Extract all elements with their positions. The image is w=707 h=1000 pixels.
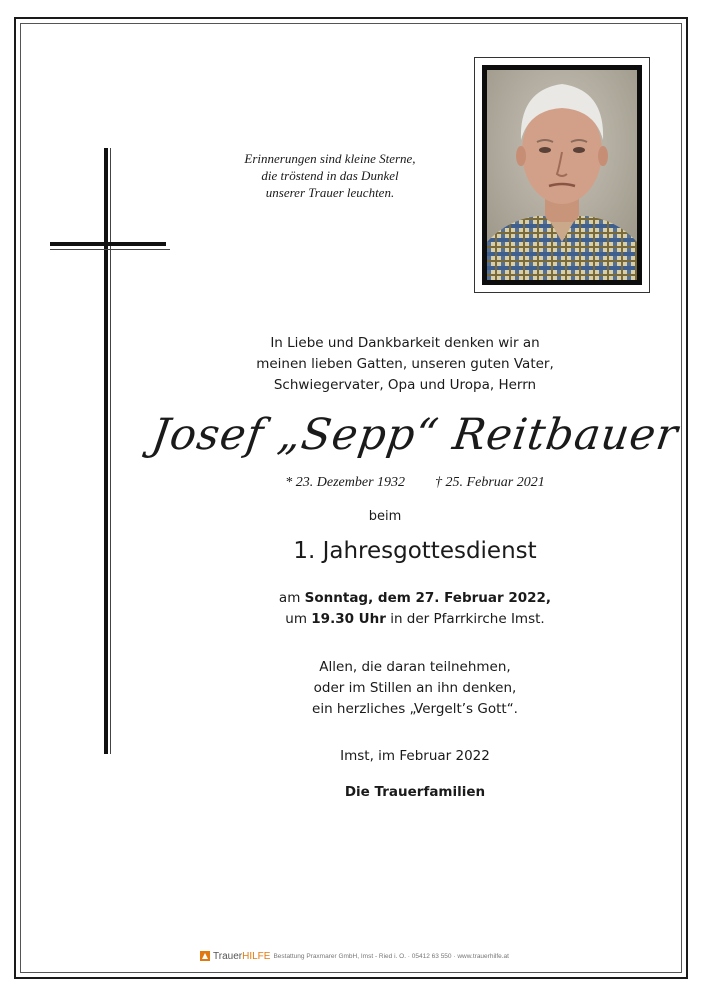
quote-line: Erinnerungen sind kleine Sterne, (244, 151, 416, 166)
footer-brand: TrauerHILFE (213, 950, 271, 962)
service-title: 1. Jahresgottesdienst (293, 538, 537, 564)
closing-line: Allen, die daran teilnehmen, (319, 659, 511, 675)
deceased-name: Josef „Sepp“ Reitbauer (148, 410, 682, 460)
portrait-photo (482, 65, 642, 285)
birth-date: * 23. Dezember 1932 (285, 475, 406, 490)
footer-text: Bestattung Praxmarer GmbH, Imst - Ried i. O. · 05412 63 550 · www.trauerhilfe.at (273, 952, 509, 960)
intro-text (240, 333, 570, 396)
intro-line: In Liebe und Dankbarkeit denken wir an (270, 335, 540, 351)
trauerhilfe-logo-icon (200, 951, 210, 961)
memorial-quote (200, 150, 460, 201)
closing-line: oder im Stillen an ihn denken, (313, 680, 517, 696)
life-dates (240, 475, 590, 491)
intro-line: Schwiegervater, Opa und Uropa, Herrn (273, 377, 537, 393)
service-details (250, 588, 580, 630)
intro-line: meinen lieben Gatten, unseren guten Vater, (256, 356, 554, 372)
date-prefix: am (278, 590, 305, 606)
service-time: 19.30 Uhr (311, 611, 386, 627)
place-date: Imst, im Februar 2022 (340, 748, 490, 764)
death-date: † 25. Februar 2021 (435, 475, 545, 490)
quote-line: unserer Trauer leuchten. (265, 185, 395, 200)
service-location: in der Pfarrkirche Imst. (385, 611, 545, 627)
service-date: Sonntag, dem 27. Februar 2022, (304, 590, 552, 606)
signature: Die Trauerfamilien (344, 784, 486, 800)
closing-line: ein herzliches „Vergelt’s Gott“. (312, 701, 518, 717)
quote-line: die tröstend in das Dunkel (261, 168, 399, 183)
time-prefix: um (285, 611, 312, 627)
beim-text: beim (368, 509, 402, 524)
closing-text (270, 657, 560, 720)
portrait-image (487, 70, 637, 280)
footer (200, 949, 520, 963)
